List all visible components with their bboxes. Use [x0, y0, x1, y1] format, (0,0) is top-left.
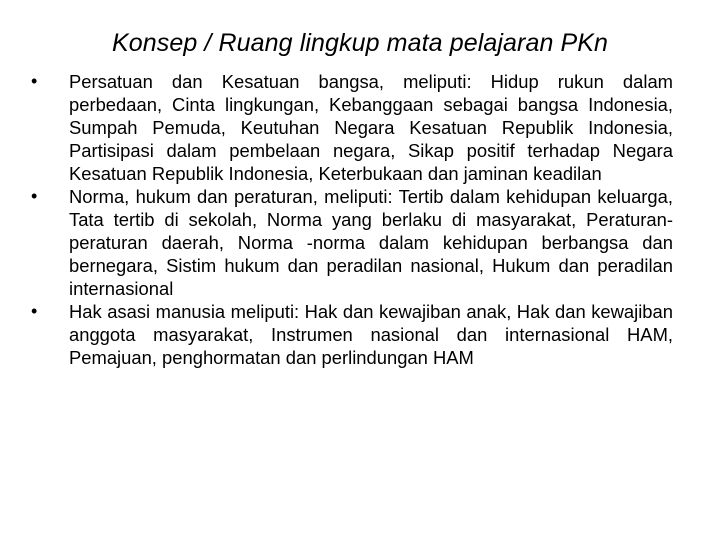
bullet-dot-icon: •	[31, 301, 38, 321]
bullet-item-persatuan	[31, 70, 673, 185]
bullet-text: Persatuan dan Kesatuan bangsa, meliputi: Hidup rukun dalam perbedaan, Cinta lingkungan, Kebanggaan sebagai bangsa Indonesia, Sumpah Pemuda, Keutuhan Negara Kesatuan Republik Indonesia, Partisipasi dalam pembelaan negara, Sikap positif terhadap Negara Kesatuan Republik Indonesia, Keterbukaan dan jaminan keadilan	[69, 71, 673, 184]
bullet-item-norma	[31, 185, 673, 300]
bullet-item-ham	[31, 300, 673, 369]
bullet-text: Norma, hukum dan peraturan, meliputi: Tertib dalam kehidupan keluarga, Tata tertib di sekolah, Norma yang berlaku di masyarakat, Peraturan-peraturan daerah, Norma -norma dalam kehidupan berbangsa dan bernegara, Sistim hukum dan peradilan nasional, Hukum dan peradilan internasional	[69, 186, 673, 299]
bullet-text: Hak asasi manusia meliputi: Hak dan kewajiban anak, Hak dan kewajiban anggota masyarakat, Instrumen nasional dan internasional HAM, Pemajuan, penghormatan dan perlindungan HAM	[69, 301, 673, 368]
bullet-dot-icon: •	[31, 71, 38, 91]
slide-title: Konsep / Ruang lingkup mata pelajaran PKn	[111, 29, 609, 57]
bullet-dot-icon: •	[31, 186, 38, 206]
bullet-list	[0, 70, 720, 369]
